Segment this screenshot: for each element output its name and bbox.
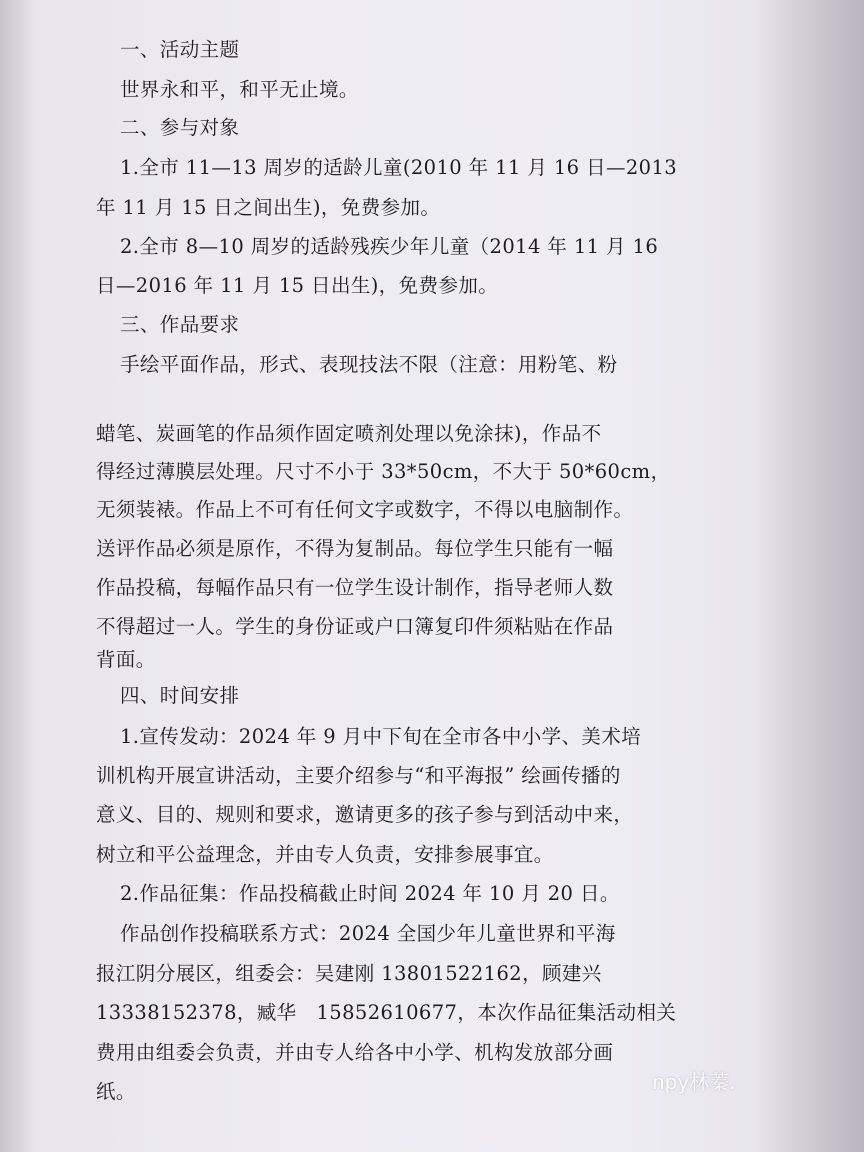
paragraph-line: 年 11 月 15 日之间出生)，免费参加。 bbox=[96, 196, 441, 219]
paragraph-line: 日—2016 年 11 月 15 日出生)，免费参加。 bbox=[96, 274, 499, 297]
paragraph-line: 意义、目的、规则和要求，邀请更多的孩子参与到活动中来， bbox=[96, 803, 634, 826]
paragraph-line: 送评作品必须是原作，不得为复制品。每位学生只能有一幅 bbox=[96, 537, 614, 560]
paragraph-line: 无须装裱。作品上不可有任何文字或数字，不得以电脑制作。 bbox=[96, 498, 634, 521]
paragraph-line: 1.宣传发动：2024 年 9 月中下旬在全市各中小学、美术培 bbox=[120, 725, 642, 748]
paragraph-line: 13338152378，臧华 15852610677，本次作品征集活动相关 bbox=[96, 1001, 677, 1024]
paragraph-line: 蜡笔、炭画笔的作品须作固定喷剂处理以免涂抹)，作品不 bbox=[96, 422, 602, 445]
paragraph-line: 1.全市 11—13 周岁的适龄儿童(2010 年 11 月 16 日—2013 bbox=[120, 156, 678, 179]
paragraph-line: 不得超过一人。学生的身份证或户口簿复印件须粘贴在作品 bbox=[96, 615, 614, 638]
section-heading-requirements: 三、作品要求 bbox=[120, 313, 240, 336]
section-heading-participants: 二、参与对象 bbox=[120, 116, 240, 139]
paragraph-line: 2.作品征集：作品投稿截止时间 2024 年 10 月 20 日。 bbox=[120, 882, 620, 905]
paragraph-line: 树立和平公益理念，并由专人负责，安排参展事宜。 bbox=[96, 843, 554, 866]
paragraph-line: 费用由组委会负责，并由专人给各中小学、机构发放部分画 bbox=[96, 1041, 614, 1064]
paragraph-line: 背面。 bbox=[96, 648, 156, 671]
section-heading-schedule: 四、时间安排 bbox=[120, 684, 240, 707]
section-heading-theme: 一、活动主题 bbox=[120, 38, 240, 61]
paragraph-line: 训机构开展宣讲活动，主要介绍参与“和平海报” 绘画传播的 bbox=[96, 764, 621, 787]
paragraph-line: 作品创作投稿联系方式：2024 全国少年儿童世界和平海 bbox=[120, 922, 616, 945]
watermark-text: npy林蓁. bbox=[652, 1070, 736, 1094]
paragraph-line: 手绘平面作品，形式、表现技法不限（注意：用粉笔、粉 bbox=[120, 353, 618, 376]
paragraph-line: 2.全市 8—10 周岁的适龄残疾少年儿童（2014 年 11 月 16 bbox=[120, 235, 659, 258]
paragraph-line: 世界永和平，和平无止境。 bbox=[120, 78, 359, 101]
paragraph-line: 纸。 bbox=[96, 1080, 136, 1103]
paragraph-line: 作品投稿，每幅作品只有一位学生设计制作，指导老师人数 bbox=[96, 576, 614, 599]
paragraph-line: 得经过薄膜层处理。尺寸不小于 33*50cm，不大于 50*60cm， bbox=[96, 460, 671, 483]
paragraph-line: 报江阴分展区，组委会：吴建刚 13801522162，顾建兴 bbox=[96, 962, 602, 985]
